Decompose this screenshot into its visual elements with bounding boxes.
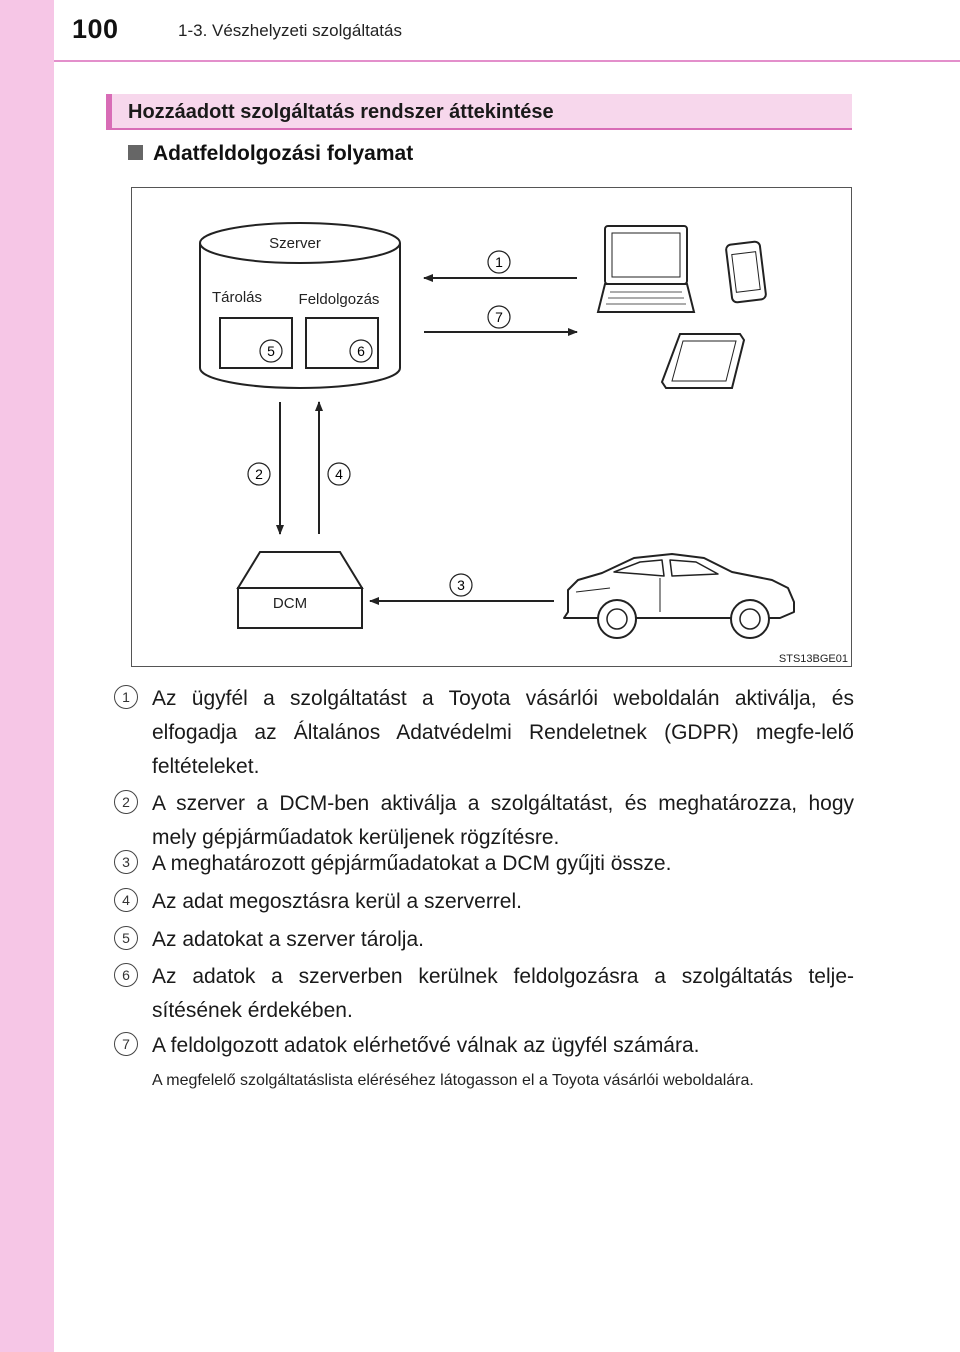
- figure-code: STS13BGE01: [778, 653, 848, 665]
- footnote: A megfelelő szolgáltatáslista eléréséhez látogasson el a Toyota vásárlói weboldalára.: [152, 1072, 754, 1089]
- step-number-badge: 6: [114, 963, 138, 987]
- header-divider: [54, 60, 960, 62]
- svg-text:3: 3: [457, 577, 465, 593]
- svg-text:2: 2: [255, 466, 263, 482]
- step-marker-2: [248, 463, 270, 485]
- svg-text:5: 5: [267, 343, 275, 359]
- section-title-text: Hozzáadott szolgáltatás rendszer áttekintése: [128, 101, 554, 123]
- dcm-unit: [238, 552, 362, 628]
- svg-text:1: 1: [495, 254, 503, 270]
- tablet-icon: [662, 334, 744, 388]
- svg-text:6: 6: [357, 343, 365, 359]
- storage-box: [220, 318, 292, 368]
- subsection-title: [128, 142, 413, 166]
- step-marker-3: [450, 574, 472, 596]
- chapter-header: 1-3. Vészhelyzeti szolgáltatás: [178, 21, 402, 40]
- smartphone-icon: [726, 241, 767, 303]
- data-flow-diagram: [131, 187, 852, 667]
- step-marker-7: [488, 306, 510, 328]
- storage-label: Tárolás: [211, 289, 263, 306]
- step-marker-1: [488, 251, 510, 273]
- step-number-badge: 3: [114, 850, 138, 874]
- step-number-badge: 1: [114, 685, 138, 709]
- step-text: A meghatározott gépjárműadatokat a DCM gyűjti össze.: [152, 852, 672, 875]
- subsection-title-text: Adatfeldolgozási folyamat: [153, 142, 414, 165]
- dcm-label: DCM: [272, 595, 308, 612]
- left-margin-bar: [0, 0, 54, 1352]
- step-marker-6: [350, 340, 372, 362]
- square-bullet-icon: [128, 145, 143, 160]
- car-icon: [564, 554, 794, 638]
- step-text: A szerver a DCM-ben aktiválja a szolgáltatást, és meghatározza, hogy mely gépjárműadatok kerüljenek rögzítésre.: [152, 792, 854, 849]
- step-text: A feldolgozott adatok elérhetővé válnak az ügyfél számára.: [152, 1034, 700, 1057]
- svg-text:4: 4: [335, 466, 343, 482]
- step-text: Az adatokat a szerver tárolja.: [152, 928, 424, 951]
- step-number-badge: 5: [114, 926, 138, 950]
- step-number-badge: 7: [114, 1032, 138, 1056]
- step-text: Az adat megosztásra kerül a szerverrel.: [152, 890, 522, 913]
- processing-label: Feldolgozás: [298, 291, 380, 308]
- section-title: [106, 94, 852, 130]
- step-marker-5: [260, 340, 282, 362]
- step-number-badge: 4: [114, 888, 138, 912]
- page-number: 100: [72, 14, 119, 44]
- svg-text:7: 7: [495, 309, 503, 325]
- step-marker-4: [328, 463, 350, 485]
- step-text: Az ügyfél a szolgáltatást a Toyota vásárlói weboldalán aktiválja, és elfogadja az Általános Adatvédelmi Rendeletnek (GDPR) megfe-lelő feltételeket.: [152, 687, 854, 778]
- diagram-svg: [132, 188, 853, 668]
- step-text: Az adatok a szerverben kerülnek feldolgozásra a szolgáltatás telje-sítésének érdekében.: [152, 965, 854, 1022]
- laptop-icon: [598, 226, 694, 312]
- step-number-badge: 2: [114, 790, 138, 814]
- server-label: Szerver: [269, 235, 321, 252]
